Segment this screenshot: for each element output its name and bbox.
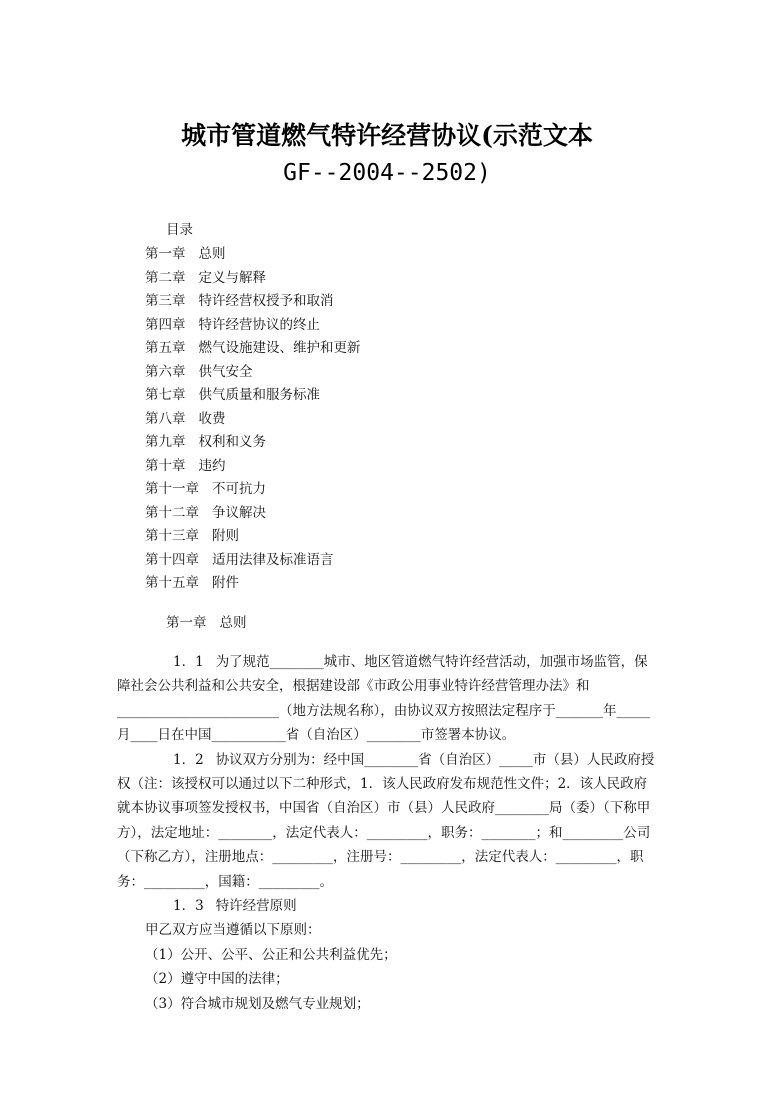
principle-item: （3）符合城市规划及燃气专业规划；	[145, 995, 370, 1012]
toc-item-number: 第十四章	[145, 551, 199, 568]
toc-item-title: 收费	[198, 410, 226, 427]
toc-item	[145, 313, 361, 337]
chapter-body	[117, 650, 657, 1016]
toc-item	[145, 571, 361, 595]
document-title: 城市管道燃气特许经营协议(示范文本	[181, 121, 593, 150]
toc-item-title: 特许经营协议的终止	[198, 316, 320, 333]
section-1-1	[117, 650, 657, 748]
toc-item-number: 第十章	[145, 457, 186, 474]
toc-item	[145, 407, 361, 431]
section-text: 为了规范________城市、地区管道燃气特许经营活动，加强市场监管，保障社会公共利益和公共安全，根据建设部《市政公用事业特许经营管理办法》和________________________（地方法规名称），由协议双方按照法定程序于_______年_____月____日在中国___________省（自治区）________市签署本协议。	[117, 654, 651, 744]
toc-item-number: 第八章	[145, 410, 186, 427]
toc-item-number: 第五章	[145, 340, 186, 356]
document-code: GF--2004--2502)	[283, 160, 491, 186]
toc-item-number: 第六章	[145, 363, 186, 380]
section-1-3	[117, 894, 657, 918]
toc-item	[145, 430, 361, 454]
toc-item-number: 第一章	[145, 246, 186, 262]
toc-item	[145, 454, 361, 478]
toc-item-title: 违约	[198, 457, 226, 474]
toc-item	[145, 477, 361, 501]
toc-item-title: 不可抗力	[212, 481, 266, 497]
toc-item-title: 特许经营权授予和取消	[198, 293, 334, 309]
toc-item-number: 第三章	[145, 293, 186, 309]
section-1-2	[117, 748, 657, 894]
toc-item	[145, 289, 361, 313]
toc-item-number: 第十三章	[145, 528, 199, 544]
toc-item-title: 供气安全	[198, 363, 253, 380]
toc-item-number: 第十一章	[145, 481, 199, 497]
principle-item: （1）公开、公平、公正和公共利益优先；	[145, 946, 397, 963]
toc-item-title: 附件	[212, 575, 239, 591]
toc-item-title: 适用法律及标准语言	[212, 551, 334, 568]
toc-item-title: 权利和义务	[198, 434, 266, 450]
toc-item-title: 定义与解释	[198, 269, 266, 286]
table-of-contents	[145, 242, 361, 595]
section-text: 协议双方分别为：经中国________省（自治区）_____市（县）人民政府授权（注：该授权可以通过以下二种形式，1．该人民政府发布规范性文件；2．该人民政府就本协议事项签发授权书，中国省（自治区）市（县）人民政府________局（委）（下称甲方），法定地址：________，法定代表人：_________，职务：________；和_________公司（下称乙方），注册地点：_________，注册号：_________，法定代表人：_________，职务：_________，国籍：_________。	[117, 751, 655, 890]
toc-item-title: 附则	[212, 528, 239, 544]
toc-item	[145, 266, 361, 290]
toc-item-title: 争议解决	[212, 504, 266, 521]
toc-item-title: 燃气设施建设、维护和更新	[198, 340, 361, 356]
section-number: 1．1	[173, 654, 204, 670]
toc-item-number: 第十五章	[145, 575, 199, 591]
toc-item	[145, 360, 361, 384]
section-number: 1．2	[173, 751, 204, 768]
toc-item	[145, 336, 361, 360]
chapter-number: 第一章	[166, 615, 207, 631]
toc-item	[145, 242, 361, 266]
toc-item	[145, 501, 361, 525]
chapter-heading	[166, 611, 247, 631]
toc-item	[145, 524, 361, 548]
section-number: 1．3	[173, 898, 204, 915]
toc-heading: 目录	[166, 222, 193, 238]
toc-item-number: 第十二章	[145, 504, 199, 521]
toc-item-number: 第九章	[145, 434, 186, 450]
toc-item-title: 总则	[198, 246, 226, 262]
toc-item-number: 第四章	[145, 316, 186, 333]
toc-item	[145, 548, 361, 572]
section-title: 特许经营原则	[215, 898, 297, 915]
principle-item: （2）遵守中国的法律；	[145, 971, 289, 988]
toc-item-title: 供气质量和服务标准	[198, 387, 320, 403]
chapter-title: 总则	[219, 615, 247, 631]
toc-item-number: 第七章	[145, 387, 186, 403]
principles-intro: 甲乙双方应当遵循以下原则：	[145, 922, 321, 939]
toc-item-number: 第二章	[145, 269, 186, 286]
toc-item	[145, 383, 361, 407]
